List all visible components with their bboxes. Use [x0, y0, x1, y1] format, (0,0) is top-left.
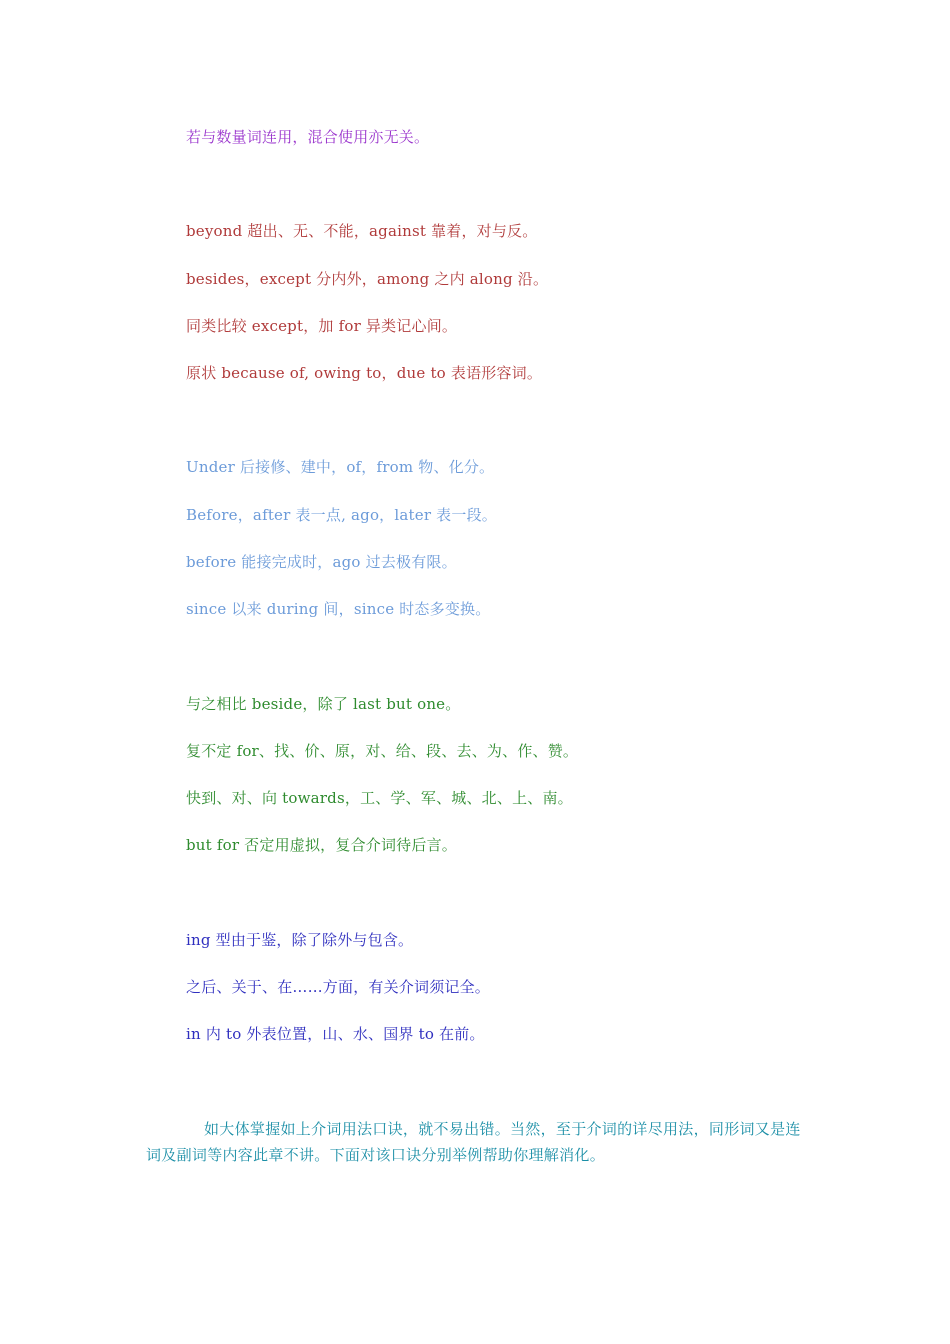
- verse-line: before 能接完成时，ago 过去极有限。: [186, 553, 457, 571]
- verse-line: 快到、对、向 towards，工、学、军、城、北、上、南。: [186, 789, 573, 807]
- verse-line: Under 后接修、建中，of，from 物、化分。: [186, 458, 495, 476]
- verse-line: besides，except 分内外，among 之内 along 沿。: [186, 270, 549, 288]
- verse-line: since 以来 during 间，since 时态多变换。: [186, 600, 491, 618]
- verse-line: 复不定 for、找、价、原，对、给、段、去、为、作、赞。: [186, 742, 579, 760]
- verse-line: 原状 because of, owing to，due to 表语形容词。: [186, 364, 543, 382]
- verse-line: Before，after 表一点, ago，later 表一段。: [186, 506, 497, 524]
- verse-line: 之后、关于、在……方面，有关介词须记全。: [186, 978, 491, 996]
- closing-paragraph: 如大体掌握如上介词用法口诀，就不易出错。当然，至于介词的详尽用法，同形词又是连词及副词等内容此章不讲。下面对该口诀分别举例帮助你理解消化。: [146, 1120, 801, 1164]
- verse-line: ing 型由于鉴，除了除外与包含。: [186, 931, 414, 949]
- verse-line: 若与数量词连用，混合使用亦无关。: [186, 128, 430, 146]
- verse-line: in 内 to 外表位置，山、水、国界 to 在前。: [186, 1025, 485, 1043]
- verse-line: 与之相比 beside，除了 last but one。: [186, 695, 461, 713]
- verse-line: but for 否定用虚拟，复合介词待后言。: [186, 836, 457, 854]
- verse-line: beyond 超出、无、不能，against 靠着，对与反。: [186, 222, 538, 240]
- verse-line: 同类比较 except，加 for 异类记心间。: [186, 317, 458, 335]
